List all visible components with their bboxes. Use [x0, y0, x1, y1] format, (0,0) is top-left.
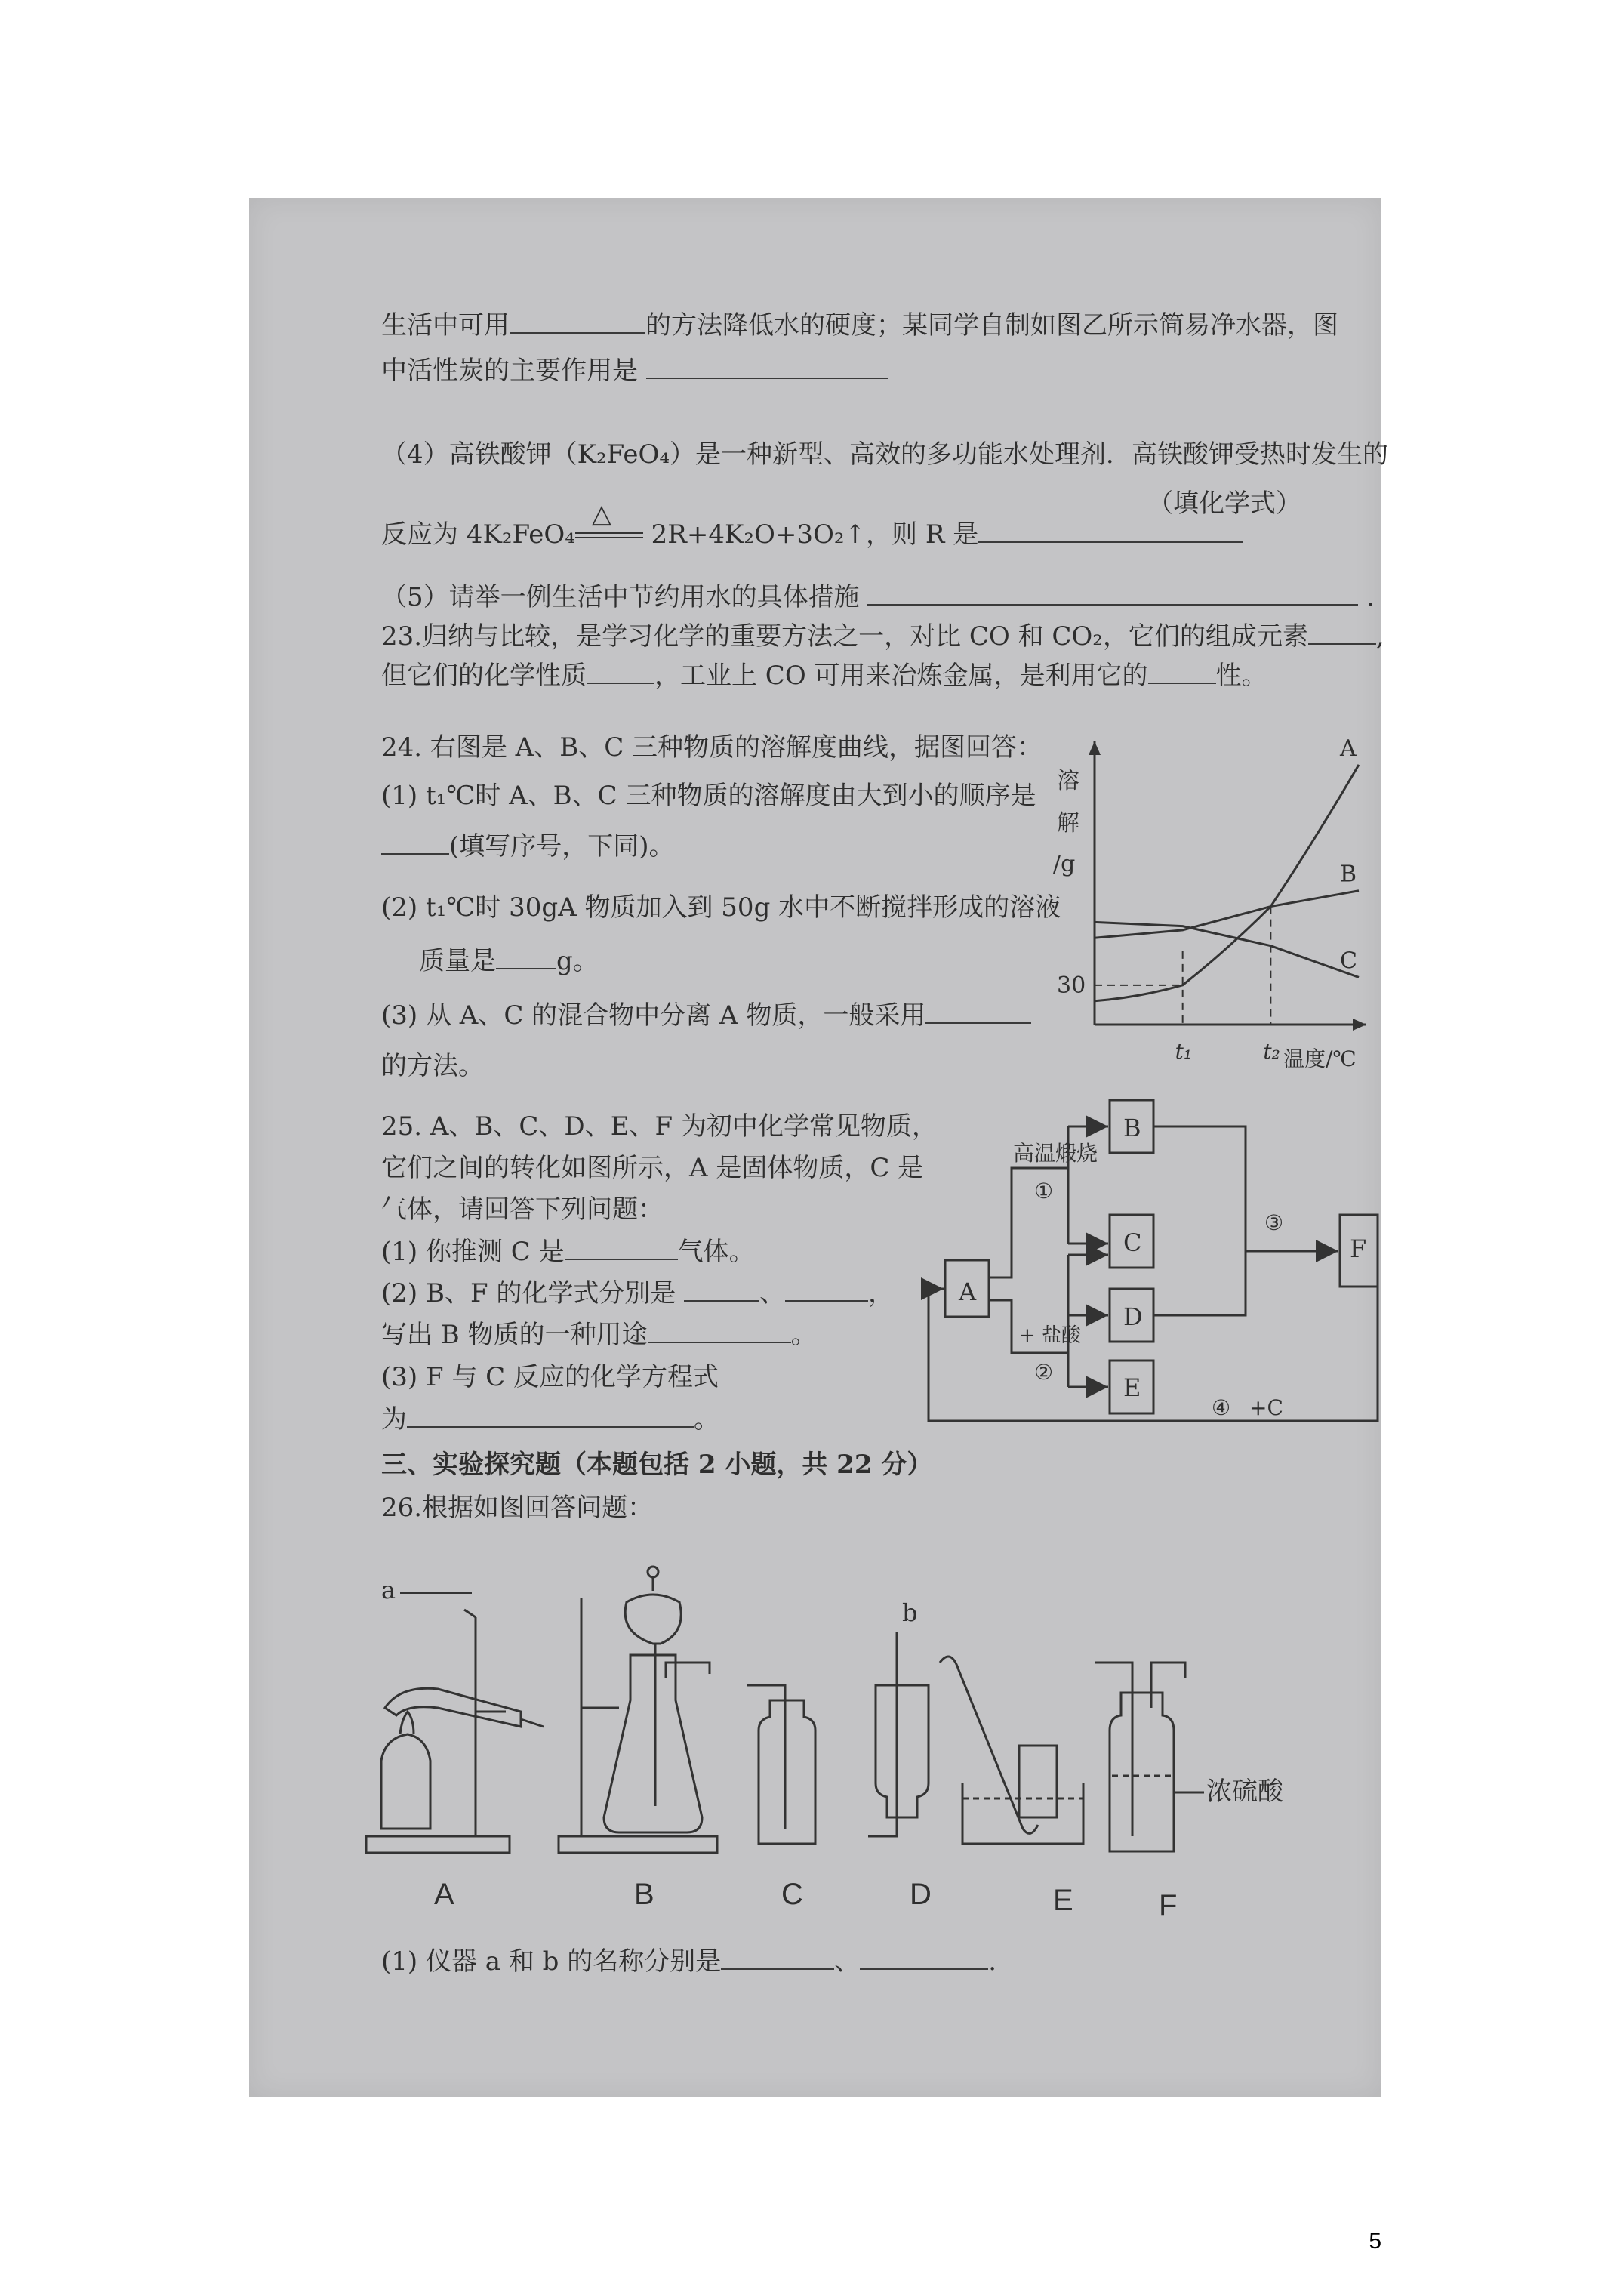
text: 但它们的化学性质: [381, 661, 587, 691]
y-axis-arrow: [1089, 741, 1101, 755]
q24-part2: [381, 892, 1061, 923]
delivery-tube-b: [666, 1663, 710, 1678]
stand-base-b: [559, 1836, 717, 1853]
text: (1) 你推测 C 是: [381, 1237, 565, 1267]
label-plus-c: +C: [1249, 1395, 1283, 1420]
text: 、: [834, 1946, 861, 1977]
answer-blank[interactable]: [648, 1319, 791, 1343]
q24-part2b: [419, 945, 599, 977]
text: 的方法。: [381, 1051, 484, 1081]
y-label: [1053, 768, 1079, 877]
text-line-3: [381, 439, 1388, 470]
answer-blank[interactable]: [496, 945, 556, 969]
wash-bottle: [1110, 1693, 1174, 1851]
answer-blank[interactable]: [721, 1946, 834, 1970]
y-label-char-2: 解: [1057, 810, 1079, 837]
answer-blank[interactable]: [785, 1277, 868, 1302]
text: 26.根据如图回答问题：: [381, 1493, 654, 1523]
y-tick-label: 30: [1057, 972, 1086, 999]
text: 气体。: [677, 1237, 755, 1267]
text: 、: [759, 1278, 786, 1308]
text: (填写序号，下同)。: [449, 831, 675, 861]
text: （5）请举一例生活中节约用水的具体措施: [381, 582, 860, 612]
apparatus-f: [1095, 1663, 1204, 1851]
tube-outlet: [521, 1719, 544, 1727]
heat-triangle-icon: △: [575, 520, 643, 543]
rod-top: [464, 1610, 476, 1617]
mark-a: a: [381, 1576, 396, 1604]
q24-part3b: [381, 1051, 484, 1082]
text-line-4: [381, 499, 1243, 550]
q23-line-2: [381, 660, 1267, 692]
apparatus-label-e: E: [1053, 1884, 1073, 1917]
curve-a: [1095, 765, 1359, 1001]
page-number: 5: [1369, 2229, 1381, 2254]
q26-title: [381, 1493, 653, 1524]
text: g。: [556, 946, 599, 976]
answer-blank[interactable]: [684, 1277, 759, 1302]
inverted-bottle: [1019, 1746, 1057, 1817]
q26-part1: [381, 1946, 996, 1977]
x-tick-label: t₂: [1263, 1039, 1280, 1064]
text: 2R+4K₂O+3O₂↑，则 R 是: [651, 519, 979, 550]
q25-line-1: [381, 1111, 938, 1142]
gas-bottle-c: [759, 1700, 815, 1844]
text: (1) t₁℃时 A、B、C 三种物质的溶解度由大到小的顺序是: [381, 781, 1036, 811]
text: ，工业上 CO 可用来冶炼金属，是利用它的: [654, 661, 1148, 691]
text: 为: [381, 1404, 407, 1435]
node-f-label: F: [1350, 1234, 1367, 1263]
text: 气体，请回答下列问题：: [381, 1194, 664, 1225]
water-trough: [962, 1783, 1083, 1844]
answer-blank[interactable]: [646, 355, 888, 379]
curve-b: [1095, 891, 1359, 938]
label-step2: ②: [1034, 1360, 1054, 1385]
q25-part2b: [381, 1319, 817, 1351]
text: 23.归纳与比较，是学习化学的重要方法之一，对比 CO 和 CO₂，它们的组成元素: [381, 621, 1308, 652]
text: 生活中可用: [381, 310, 510, 341]
apparatus-e: [940, 1657, 1083, 1844]
text: 的方法降低水的硬度；某同学自制如图乙所示简易净水器，图: [645, 310, 1338, 341]
apparatus-label-d: D: [910, 1878, 932, 1911]
node-c-label: C: [1123, 1228, 1142, 1257]
text: 性。: [1215, 661, 1267, 691]
node-e-label: E: [1123, 1373, 1141, 1402]
conical-flask: [604, 1655, 702, 1832]
text: 反应为 4K₂FeO₄: [381, 519, 575, 550]
apparatus-a: [366, 1610, 544, 1853]
text: ，: [868, 1278, 895, 1308]
text-line-5: （5）请举一例生活中节约用水的具体措施 .: [381, 582, 1375, 612]
text: (2) B、F 的化学式分别是: [381, 1278, 676, 1308]
answer-blank[interactable]: [978, 519, 1243, 543]
alcohol-lamp: [381, 1734, 430, 1829]
label-step1: ①: [1034, 1179, 1054, 1203]
answer-blank[interactable]: [381, 831, 449, 855]
x-label: 温度/℃: [1283, 1046, 1357, 1071]
text: 24. 右图是 A、B、C 三种物质的溶解度曲线，据图回答：: [381, 732, 1043, 763]
lab-apparatus-figure: [355, 1557, 1381, 1881]
q24-part3: [381, 1000, 1031, 1031]
text: 写出 B 物质的一种用途: [381, 1320, 648, 1350]
q25-line-2: [381, 1153, 923, 1184]
answer-blank[interactable]: [565, 1236, 678, 1260]
apparatus-b: [559, 1567, 717, 1853]
answer-blank[interactable]: [587, 660, 654, 684]
text: (2) t₁℃时 30gA 物质加入到 50g 水中不断搅拌形成的溶液: [381, 892, 1061, 923]
exam-photo: [249, 198, 1389, 2097]
q24-part1: [381, 781, 1036, 812]
label-heat: 高温煅烧: [1013, 1141, 1098, 1166]
section-3-heading: [381, 1450, 932, 1481]
text: 。: [790, 1320, 817, 1350]
tube-c: [747, 1685, 785, 1829]
answer-blank[interactable]: [925, 1000, 1031, 1024]
node-b-label: B: [1123, 1114, 1141, 1142]
text: 25. A、B、C、D、E、F 为初中化学常见物质，: [381, 1111, 938, 1142]
gas-bottle-d: [876, 1685, 929, 1817]
q25-part1: [381, 1236, 755, 1268]
text: 质量是: [419, 946, 496, 976]
edge-bd-bracket: [1153, 1126, 1246, 1315]
curve-c: [1095, 922, 1359, 977]
text: (1) 仪器 a 和 b 的名称分别是: [381, 1946, 722, 1977]
text-line-1: [381, 310, 1338, 341]
text-line-4c: [1147, 488, 1301, 519]
acid-label: 浓硫酸: [1206, 1777, 1283, 1807]
label-acid: + 盐酸: [1019, 1324, 1082, 1347]
text-line-2: [381, 355, 888, 387]
q25-part3: [381, 1362, 719, 1393]
text: （4）高铁酸钾（K₂FeO₄）是一种新型、高效的多功能水处理剂．高铁酸钾受热时发生的: [381, 439, 1389, 470]
y-label-char-1: 溶: [1057, 768, 1079, 794]
inlet-tube-f: [1095, 1663, 1132, 1836]
x-axis-arrow: [1353, 1019, 1366, 1031]
text: 它们之间的转化如图所示，A 是固体物质，C 是: [381, 1153, 924, 1183]
q25-part3b: [381, 1404, 719, 1435]
apparatus-label-c: C: [781, 1878, 803, 1911]
tube-d: [868, 1632, 897, 1836]
answer-blank[interactable]: [1308, 621, 1376, 645]
answer-blank[interactable]: [407, 1404, 694, 1428]
text: 中活性炭的主要作用是: [381, 356, 638, 386]
node-a-label: A: [959, 1277, 977, 1306]
answer-blank[interactable]: [867, 581, 1358, 606]
funnel-bulb: [625, 1595, 681, 1644]
text: 三、实验探究题（本题包括 2 小题，共 22 分）: [381, 1450, 933, 1480]
outlet-tube-f: [1151, 1663, 1185, 1708]
curve-label-b: B: [1340, 861, 1357, 888]
apparatus-label-b: B: [634, 1878, 654, 1911]
text: 。: [694, 1404, 719, 1435]
test-tube: [385, 1688, 521, 1727]
edge-a-heat: [989, 1168, 1068, 1277]
text: (3) 从 A、C 的混合物中分离 A 物质，一般采用: [381, 1000, 926, 1031]
q25-line-3: [381, 1194, 664, 1225]
answer-blank[interactable]: [860, 1946, 988, 1970]
answer-blank[interactable]: [510, 310, 645, 334]
mark-b: b: [902, 1598, 918, 1627]
apparatus-c: [747, 1685, 815, 1844]
apparatus-label-f: F: [1159, 1889, 1178, 1922]
y-label-char-3: /g: [1053, 851, 1076, 877]
text: （填化学式）: [1147, 488, 1301, 519]
answer-blank[interactable]: [1148, 660, 1216, 684]
stand-base: [366, 1836, 510, 1853]
q24-part1b: [381, 831, 675, 862]
label-step4: ④: [1212, 1395, 1231, 1420]
curve-label-c: C: [1340, 948, 1357, 975]
node-d-label: D: [1123, 1302, 1143, 1331]
conversion-flowchart: [929, 1085, 1381, 1440]
flame: [400, 1712, 414, 1734]
q25-part2: [381, 1277, 894, 1309]
text: .: [988, 1946, 997, 1977]
label-step3: ③: [1264, 1210, 1284, 1235]
funnel-knob: [648, 1567, 658, 1577]
text: (3) F 与 C 反应的化学方程式: [381, 1362, 719, 1392]
solubility-chart: [1034, 735, 1366, 1081]
curve-label-a: A: [1340, 735, 1357, 762]
x-tick-label: t₁: [1175, 1039, 1193, 1064]
q23-line-1: 23.归纳与比较，是学习化学的重要方法之一，对比 CO 和 CO₂，它们的组成元素 ,: [381, 621, 1384, 652]
apparatus-d: [868, 1632, 929, 1836]
q24-title: [381, 732, 1042, 763]
apparatus-label-a: A: [434, 1878, 454, 1911]
